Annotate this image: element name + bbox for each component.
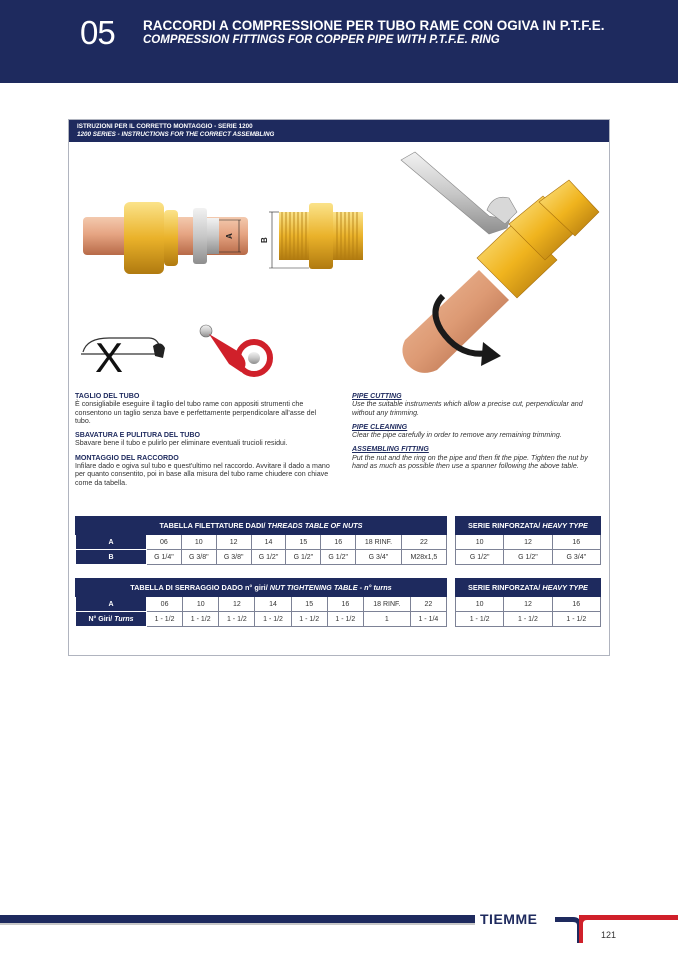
threads-heavy-table: [455, 516, 601, 565]
table-cell: G 3/8": [181, 550, 216, 565]
table-cell: 1 - 1/2: [183, 612, 219, 627]
instructions-panel: [68, 119, 610, 656]
table-cell: 10: [183, 597, 219, 612]
threads-table: [75, 516, 447, 565]
table-cell: 10: [456, 535, 504, 550]
table-cell: G 1/2": [321, 550, 356, 565]
chapter-number: 05: [80, 14, 115, 51]
table-cell: G 1/2": [251, 550, 286, 565]
table-cell: 1: [363, 612, 410, 627]
tightening-table: [75, 578, 447, 627]
table-row: [76, 535, 447, 550]
instruction-text: È consigliabile eseguire il taglio del tubo rame con appositi strumenti che consentono un taglio senza bave e perfettamente perpendicolare all'asse del tubo.: [75, 400, 317, 425]
row-label: N° Giri/ Turns: [76, 612, 147, 627]
tightening-illustration: [401, 152, 599, 373]
instruction-heading: ASSEMBLING FITTING: [352, 445, 429, 454]
instruction-text: Put the nut and the ring on the pipe and then fit the pipe. Tighten the nut by hand as much as possible then use a spanner following the above table.: [352, 453, 588, 471]
table-cell: 12: [216, 535, 251, 550]
table-cell: 1 - 1/2: [504, 612, 552, 627]
table-row: [456, 612, 601, 627]
table-cell: 10: [181, 535, 216, 550]
table-cell: 16: [552, 535, 600, 550]
page-header: [0, 0, 678, 83]
instruction-text: Sbavare bene il tubo e pulirlo per eliminare eventuali trucioli residui.: [75, 439, 288, 448]
table-cell: 1 - 1/2: [327, 612, 363, 627]
table-cell: 1 - 1/2: [219, 612, 255, 627]
instruction-heading: PIPE CUTTING: [352, 392, 402, 400]
threads-heavy-header: SERIE RINFORZATA/ HEAVY TYPE: [456, 517, 601, 535]
instruction-text: Clear the pipe carefully in order to remove any remaining trimming.: [352, 431, 562, 440]
dimension-b-label: B: [260, 237, 269, 243]
row-label: A: [76, 597, 147, 612]
table-cell: 1 - 1/4: [410, 612, 446, 627]
table-cell: 15: [286, 535, 321, 550]
brand-logo: TIEMME: [480, 911, 538, 927]
table-cell: 1 - 1/2: [147, 612, 183, 627]
table-cell: 15: [291, 597, 327, 612]
table-row: [456, 597, 601, 612]
wrong-cut-icon: [81, 334, 165, 381]
table-cell: 14: [251, 535, 286, 550]
page-number: 121: [601, 930, 617, 940]
table-cell: 1 - 1/2: [255, 612, 291, 627]
table-cell: 16: [321, 535, 356, 550]
table-row: [456, 550, 601, 565]
assembly-illustrations: [69, 120, 609, 390]
table-cell: G 1/2": [504, 550, 552, 565]
table-cell: 14: [255, 597, 291, 612]
instructions-italian: [75, 392, 331, 487]
table-cell: G 3/4": [356, 550, 402, 565]
instruction-heading: PIPE CLEANING: [352, 422, 408, 431]
instruction-heading: SBAVATURA E PULITURA DEL TUBO: [75, 431, 201, 440]
table-cell: G 3/8": [216, 550, 251, 565]
row-label: A: [76, 535, 147, 550]
table-cell: 22: [401, 535, 446, 550]
dimension-a-label: A: [225, 233, 234, 239]
table-row: [76, 597, 447, 612]
table-row: [76, 550, 447, 565]
page-title-it: RACCORDI A COMPRESSIONE PER TUBO RAME CON OGIVA IN P.T.F.E.: [143, 18, 605, 33]
table-cell: 12: [219, 597, 255, 612]
table-cell: 12: [504, 597, 552, 612]
footer-bar: [0, 915, 475, 923]
footer-divider: [0, 923, 475, 925]
instruction-heading: MONTAGGIO DEL RACCORDO: [75, 453, 179, 462]
tightening-heavy-header: SERIE RINFORZATA/ HEAVY TYPE: [456, 579, 601, 597]
table-cell: 1 - 1/2: [456, 612, 504, 627]
table-cell: M28x1,5: [401, 550, 446, 565]
instruction-text: Infilare dado e ogiva sul tubo e quest'ultimo nel raccordo. Avvitare il dado a mano per quanto consentito, poi in base alla misura del tubo rame chiudere con chiave come da tabella.: [75, 462, 330, 487]
table-cell: 06: [147, 597, 183, 612]
instructions-english: [352, 392, 604, 470]
table-cell: G 1/4": [147, 550, 182, 565]
table-cell: 06: [147, 535, 182, 550]
table-cell: 1 - 1/2: [552, 612, 600, 627]
table-cell: 22: [410, 597, 446, 612]
table-cell: G 1/2": [286, 550, 321, 565]
instruction-heading: TAGLIO DEL TUBO: [75, 392, 140, 400]
tightening-table-header: TABELLA DI SERRAGGIO DADO n° giri/ NUT TIGHTENING TABLE - n° turns: [76, 579, 447, 597]
page-title-en: COMPRESSION FITTINGS FOR COPPER PIPE WITH P.T.F.E. RING: [143, 34, 500, 46]
pipe-nut-ring-drawing: [83, 202, 248, 274]
instruction-text: Use the suitable instruments which allow a precise cut, perpendicular and without any trimming.: [352, 400, 583, 417]
table-cell: 1 - 1/2: [291, 612, 327, 627]
table-cell: 16: [552, 597, 600, 612]
tightening-heavy-table: [455, 578, 601, 627]
table-row: [76, 612, 447, 627]
table-cell: G 1/2": [456, 550, 504, 565]
table-cell: 16: [327, 597, 363, 612]
threads-table-header: TABELLA FILETTATURE DADI/ THREADS TABLE OF NUTS: [76, 517, 447, 535]
table-cell: G 3/4": [552, 550, 600, 565]
pipe-cutter-icon: [200, 325, 270, 374]
brand-swoosh-icon: [555, 913, 678, 947]
table-cell: 18 RINF.: [363, 597, 410, 612]
row-label: B: [76, 550, 147, 565]
table-row: [456, 535, 601, 550]
table-cell: 12: [504, 535, 552, 550]
section-title-en: 1200 SERIES - INSTRUCTIONS FOR THE CORRECT ASSEMBLING: [77, 131, 275, 138]
x-mark-icon: X: [95, 334, 124, 381]
table-cell: 10: [456, 597, 504, 612]
table-cell: 18 RINF.: [356, 535, 402, 550]
nipple-fitting-drawing: [260, 203, 363, 269]
section-title-it: ISTRUZIONI PER IL CORRETTO MONTAGGIO - SERIE 1200: [77, 123, 253, 130]
